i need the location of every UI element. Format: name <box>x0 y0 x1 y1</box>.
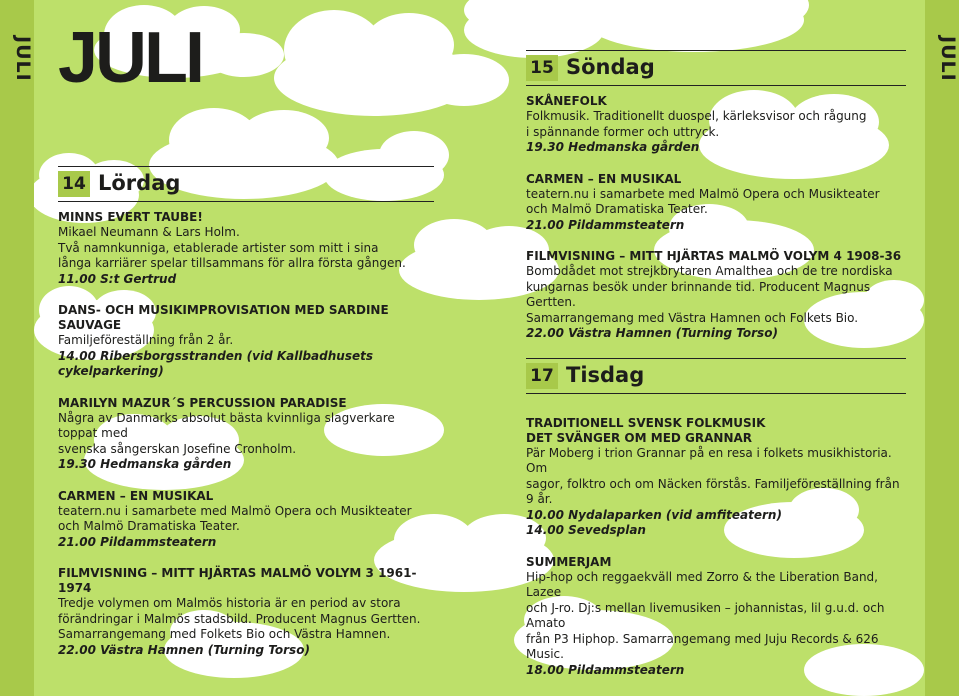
event-description: Samarrangemang med Folkets Bio och Västra Hamnen. <box>58 627 391 641</box>
event-description: Hip-hop och reggaekväll med Zorro & the Liberation Band, Lazee <box>526 569 878 599</box>
event-item <box>526 172 906 234</box>
event-title: MINNS EVERT TAUBE! <box>58 210 203 224</box>
page-title: JULI <box>58 18 203 98</box>
event-description: sagor, folktro och om Näcken förstås. Familjeföreställning från 9 år. <box>526 476 900 506</box>
event-subtitle: DET SVÄNGER OM MED GRANNAR <box>526 430 753 445</box>
event-time-place: 21.00 Pildammsteatern <box>58 534 217 549</box>
event-description: Folkmusik. Traditionellt duospel, kärleksvisor och rågung <box>526 109 867 123</box>
event-item <box>58 210 434 287</box>
event-item <box>58 566 434 658</box>
event-description: Bombdådet mot strejkbrytaren Amalthea och de tre nordiska <box>526 264 893 278</box>
day-name: Tisdag <box>566 362 645 387</box>
event-item <box>526 249 906 342</box>
day-header <box>526 50 906 86</box>
event-time-place: 19.30 Hedmanska gården <box>58 457 232 471</box>
event-title: CARMEN – EN MUSIKAL <box>58 488 214 503</box>
event-description: kungarnas besök under brinnande tid. Producent Magnus Gertten. <box>526 279 871 309</box>
day-name: Lördag <box>98 171 181 195</box>
event-time-place: 18.00 Pildammsteatern <box>526 662 685 677</box>
event-title: DANS- OCH MUSIKIMPROVISATION MED SARDINE SAUVAGE <box>58 303 389 332</box>
left-side-strip <box>0 0 34 696</box>
event-item <box>58 489 434 551</box>
event-title: SKÅNEFOLK <box>526 94 607 108</box>
day-number: 15 <box>526 55 558 81</box>
side-month-label-right: JULI <box>937 36 959 82</box>
event-item <box>526 94 906 156</box>
event-description: Två namnkunniga, etablerade artister som mitt i sina <box>58 240 379 255</box>
event-description: Pär Moberg i trion Grannar på en resa i folkets musikhistoria. Om <box>526 445 892 475</box>
day-section-15 <box>526 50 906 342</box>
event-title: FILMVISNING – MITT HJÄRTAS MALMÖ VOLYM 4 1908-36 <box>526 249 902 263</box>
event-time-place: 14.00 Ribersborgsstranden (vid Kallbadhusets cykelparkering) <box>58 348 373 378</box>
event-time-place: 21.00 Pildammsteatern <box>526 217 685 232</box>
event-description: Samarrangemang med Västra Hamnen och Folkets Bio. <box>526 310 859 325</box>
event-description: och Malmö Dramatiska Teater. <box>58 519 240 533</box>
event-title: SUMMERJAM <box>526 554 612 569</box>
event-time-place: 11.00 S:t Gertrud <box>58 271 177 286</box>
day-name: Söndag <box>566 55 655 79</box>
event-title: TRADITIONELL SVENSK FOLKMUSIK <box>526 415 766 430</box>
event-item <box>526 555 906 679</box>
day-header <box>526 358 906 394</box>
event-description: Tredje volymen om Malmös historia är en period av stora <box>58 596 401 610</box>
event-description: och J-ro. Dj:s mellan livemusiken – johannistas, lil g.u.d. och Amato <box>526 600 885 630</box>
event-title: MARILYN MAZUR´S PERCUSSION PARADISE <box>58 395 347 410</box>
day-section-14 <box>58 166 434 674</box>
day-section-17 <box>526 358 906 679</box>
event-item <box>526 416 906 539</box>
event-description: från P3 Hiphop. Samarrangemang med Juju Records & 626 Music. <box>526 631 879 661</box>
event-item <box>58 396 434 473</box>
day-header <box>58 166 434 202</box>
event-time-place: 19.30 Hedmanska gården <box>526 140 700 154</box>
event-time-place: 22.00 Västra Hamnen (Turning Torso) <box>58 642 310 657</box>
right-column <box>526 50 906 694</box>
event-description: Mikael Neumann & Lars Holm. <box>58 225 240 239</box>
event-description: förändringar i Malmös stadsbild. Producent Magnus Gertten. <box>58 611 421 626</box>
event-title: FILMVISNING – MITT HJÄRTAS MALMÖ VOLYM 3 1961-1974 <box>58 566 417 595</box>
event-item <box>58 303 434 380</box>
event-description: långa karriärer spelar tillsammans för allra första gången. <box>58 256 406 270</box>
event-time-place: 22.00 Västra Hamnen (Turning Torso) <box>526 326 778 340</box>
event-time-place: 14.00 Sevedsplan <box>526 523 646 537</box>
day-number: 17 <box>526 363 558 389</box>
day-number: 14 <box>58 171 90 197</box>
event-description: Familjeföreställning från 2 år. <box>58 333 234 347</box>
event-description: och Malmö Dramatiska Teater. <box>526 202 708 216</box>
event-title: CARMEN – EN MUSIKAL <box>526 171 682 186</box>
event-description: Några av Danmarks absolut bästa kvinnliga slagverkare toppat med <box>58 410 395 440</box>
side-month-label: JULI <box>12 36 34 82</box>
event-description: teatern.nu i samarbete med Malmö Opera och Musikteater <box>58 503 412 518</box>
event-description: i spännande former och uttryck. <box>526 124 720 139</box>
event-description: teatern.nu i samarbete med Malmö Opera och Musikteater <box>526 186 880 201</box>
event-time-place: 10.00 Nydalaparken (vid amfiteatern) <box>526 507 782 522</box>
event-description: svenska sångerskan Josefine Cronholm. <box>58 441 297 456</box>
right-side-strip <box>925 0 959 696</box>
